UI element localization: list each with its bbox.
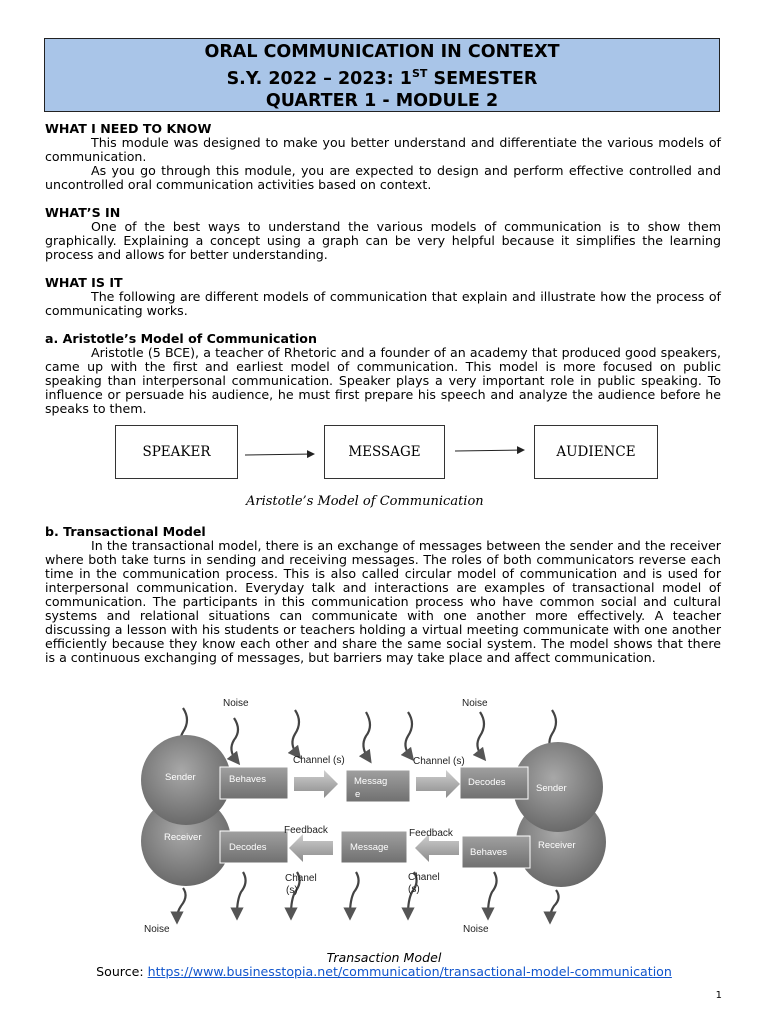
noise-lines-bottom xyxy=(177,872,559,918)
decodes-top-label: Decodes xyxy=(468,777,506,788)
heading-need-to-know: WHAT I NEED TO KNOW xyxy=(45,121,212,136)
behaves-top-label: Behaves xyxy=(229,774,266,785)
aristotle-caption: Aristotle’s Model of Communication xyxy=(246,494,484,509)
source-link[interactable]: https://www.businesstopia.net/communication/transactional-model-communication xyxy=(147,964,672,979)
channel-label-2: Channel (s) xyxy=(413,756,465,767)
heading-whats-in: WHAT’S IN xyxy=(45,205,121,220)
receiver-right-label: Receiver xyxy=(538,840,576,851)
transaction-caption: Transaction Model xyxy=(326,950,442,965)
noise-bottom-right-label: Noise xyxy=(463,924,489,935)
page-number: 1 xyxy=(715,990,722,1001)
paragraph: The following are different models of communication that explain and illustrate how the process of communicating works. xyxy=(45,289,721,318)
speaker-box: SPEAKER xyxy=(115,425,238,479)
semester-line: S.Y. 2022 – 2023: 1ST SEMESTER xyxy=(226,67,538,89)
noise-top-right-label: Noise xyxy=(462,698,488,709)
sender-right-label: Sender xyxy=(536,783,567,794)
chanel-label-1b: (s) xyxy=(286,885,298,896)
paragraph: One of the best ways to understand the various models of communication is to show them graphically. Explaining a concept using a graph can be very helpful because it simplifies the learning process and allows for better understanding. xyxy=(45,219,721,262)
heading-transactional-model: b. Transactional Model xyxy=(45,524,206,539)
behaves-bottom-label: Behaves xyxy=(470,847,507,858)
message-box: MESSAGE xyxy=(324,425,445,479)
feedback-arrow-1 xyxy=(289,834,333,862)
module-line: QUARTER 1 - MODULE 2 xyxy=(265,90,499,111)
message-bottom-label: Message xyxy=(350,842,389,853)
sender-left-label: Sender xyxy=(165,772,196,783)
message-top-label-2: e xyxy=(355,789,361,800)
source-line: Source: https://www.businesstopia.net/communication/transactional-model-communication xyxy=(96,964,672,979)
message-top-label-1: Messag xyxy=(354,776,388,787)
paragraph: As you go through this module, you are expected to design and perform effective controlled and uncontrolled oral communication activities based on context. xyxy=(45,163,721,192)
channel-label-1: Channel (s) xyxy=(293,755,345,766)
course-title: ORAL COMMUNICATION IN CONTEXT xyxy=(204,42,560,62)
feedback-label-1: Feedback xyxy=(284,825,328,836)
channel-arrow-1 xyxy=(294,770,338,798)
chanel-label-2b: (s) xyxy=(408,884,420,895)
chanel-label-2a: Chanel xyxy=(408,872,440,883)
paragraph: This module was designed to make you better understand and differentiate the various models of communication. xyxy=(45,135,721,164)
heading-what-is-it: WHAT IS IT xyxy=(45,275,123,290)
paragraph: In the transactional model, there is an exchange of messages between the sender and the receiver where both take turns in sending and receiving messages. The roles of both communicators reverse each time in the communication process. This is also called circular model of communication and is used for interpersonal communication. Everyday talk and interactions are examples of transactional model of communication. The participants in this communication process who have common social and cultural systems and relational situations can communicate with one another more effectively. A teacher discussing a lesson with his students or teachers holding a virtual meeting communicate with one another efficiently because they know each other and share the same social system. The model shows that there is a continuous exchanging of messages, but barriers may take place and affect communication. xyxy=(45,538,721,665)
chanel-label-1a: Chanel xyxy=(285,873,317,884)
feedback-label-2: Feedback xyxy=(409,828,453,839)
noise-top-left-label: Noise xyxy=(223,698,249,709)
heading-aristotle-model: a. Aristotle’s Model of Communication xyxy=(45,331,317,346)
decodes-bottom-label: Decodes xyxy=(229,842,267,853)
receiver-left-label: Receiver xyxy=(164,832,202,843)
noise-bottom-left-label: Noise xyxy=(144,924,170,935)
audience-box: AUDIENCE xyxy=(534,425,658,479)
channel-arrow-2 xyxy=(416,770,460,798)
noise-lines-top xyxy=(180,708,556,760)
paragraph: Aristotle (5 BCE), a teacher of Rhetoric and a founder of an academy that produced good speakers, came up with the first and earliest model of communication. This model is more focused on public speaking than interpersonal communication. Speaker plays a very important role in public speaking. To influence or persuade his audience, he must first prepare his speech and analyze the audience before he speaks to them. xyxy=(45,345,721,416)
